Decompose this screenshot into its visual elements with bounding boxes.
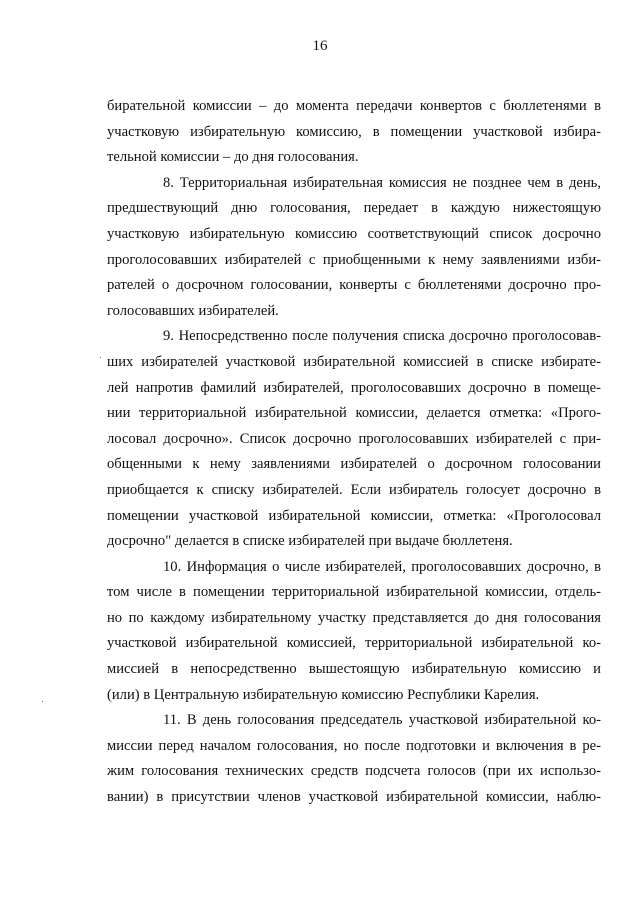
paragraph-8 xyxy=(107,171,601,325)
paragraph-continued xyxy=(107,94,601,171)
text-line: лей напротив фамилий избирателей, проголосовавших досрочно в помеще- xyxy=(107,379,601,396)
paragraph-9 xyxy=(107,324,601,554)
text-line: миссии перед началом голосования, но после подготовки и включения в ре- xyxy=(107,737,601,754)
text-line: досрочно" делается в списке избирателей при выдаче бюллетеня. xyxy=(107,533,513,550)
paragraph-10 xyxy=(107,555,601,709)
text-line: миссией в непосредственно вышестоящую избирательную комиссию и xyxy=(107,661,601,678)
text-line: тельной комиссии – до дня голосования. xyxy=(107,149,359,166)
text-line: жим голосования технических средств подсчета голосов (при их использо- xyxy=(107,763,601,780)
text-line: участковой избирательной комиссией, территориальной избирательной ко- xyxy=(107,635,601,652)
text-line: рателей о досрочном голосовании, конверты с бюллетенями досрочно про- xyxy=(107,277,601,294)
text-line: участковую избирательную комиссию, в помещении участковой избира- xyxy=(107,123,601,140)
document-body xyxy=(107,94,601,811)
text-line: общенными к нему заявлениями избирателей о досрочном голосовании xyxy=(107,456,601,473)
text-line: 8. Территориальная избирательная комиссия не позднее чем в день, xyxy=(163,174,601,191)
page-number: 16 xyxy=(312,38,328,54)
text-line: голосовавших избирателей. xyxy=(107,302,279,319)
text-line: бирательной комиссии – до момента передачи конвертов с бюллетенями в xyxy=(107,98,601,114)
text-line: лосовал досрочно». Список досрочно проголосовавших избирателей с при- xyxy=(107,430,601,447)
text-line: приобщается к списку избирателей. Если избиратель голосует досрочно в xyxy=(107,481,601,498)
text-line: 9. Непосредственно после получения списка досрочно проголосовав- xyxy=(163,328,601,345)
scan-speck xyxy=(100,357,101,358)
scan-speck xyxy=(42,701,43,702)
text-line: том числе в помещении территориальной избирательной комиссии, отдель- xyxy=(107,584,601,601)
text-line: проголосовавших избирателей с приобщенными к нему заявлениями изби- xyxy=(107,251,601,268)
text-line: 10. Информация о числе избирателей, проголосовавших досрочно, в xyxy=(163,558,601,575)
text-line: но по каждому избирательному участку представляется до дня голосования xyxy=(107,609,601,626)
paragraph-11 xyxy=(107,708,601,810)
text-line: помещении участковой избирательной комиссии, отметка: «Проголосовал xyxy=(107,507,601,524)
text-line: ших избирателей участковой избирательной комиссией в списке избирате- xyxy=(107,353,601,370)
text-line: 11. В день голосования председатель участковой избирательной ко- xyxy=(163,712,601,729)
text-line: вании) в присутствии членов участковой избирательной комиссии, наблю- xyxy=(107,789,601,806)
text-line: (или) в Центральную избирательную комиссию Республики Карелия. xyxy=(107,686,540,703)
text-line: предшествующий дню голосования, передает в каждую нижестоящую xyxy=(107,200,601,217)
text-line: нии территориальной избирательной комиссии, делается отметка: «Прого- xyxy=(107,405,601,422)
text-line: участковую избирательную комиссию соответствующий список досрочно xyxy=(107,225,601,242)
